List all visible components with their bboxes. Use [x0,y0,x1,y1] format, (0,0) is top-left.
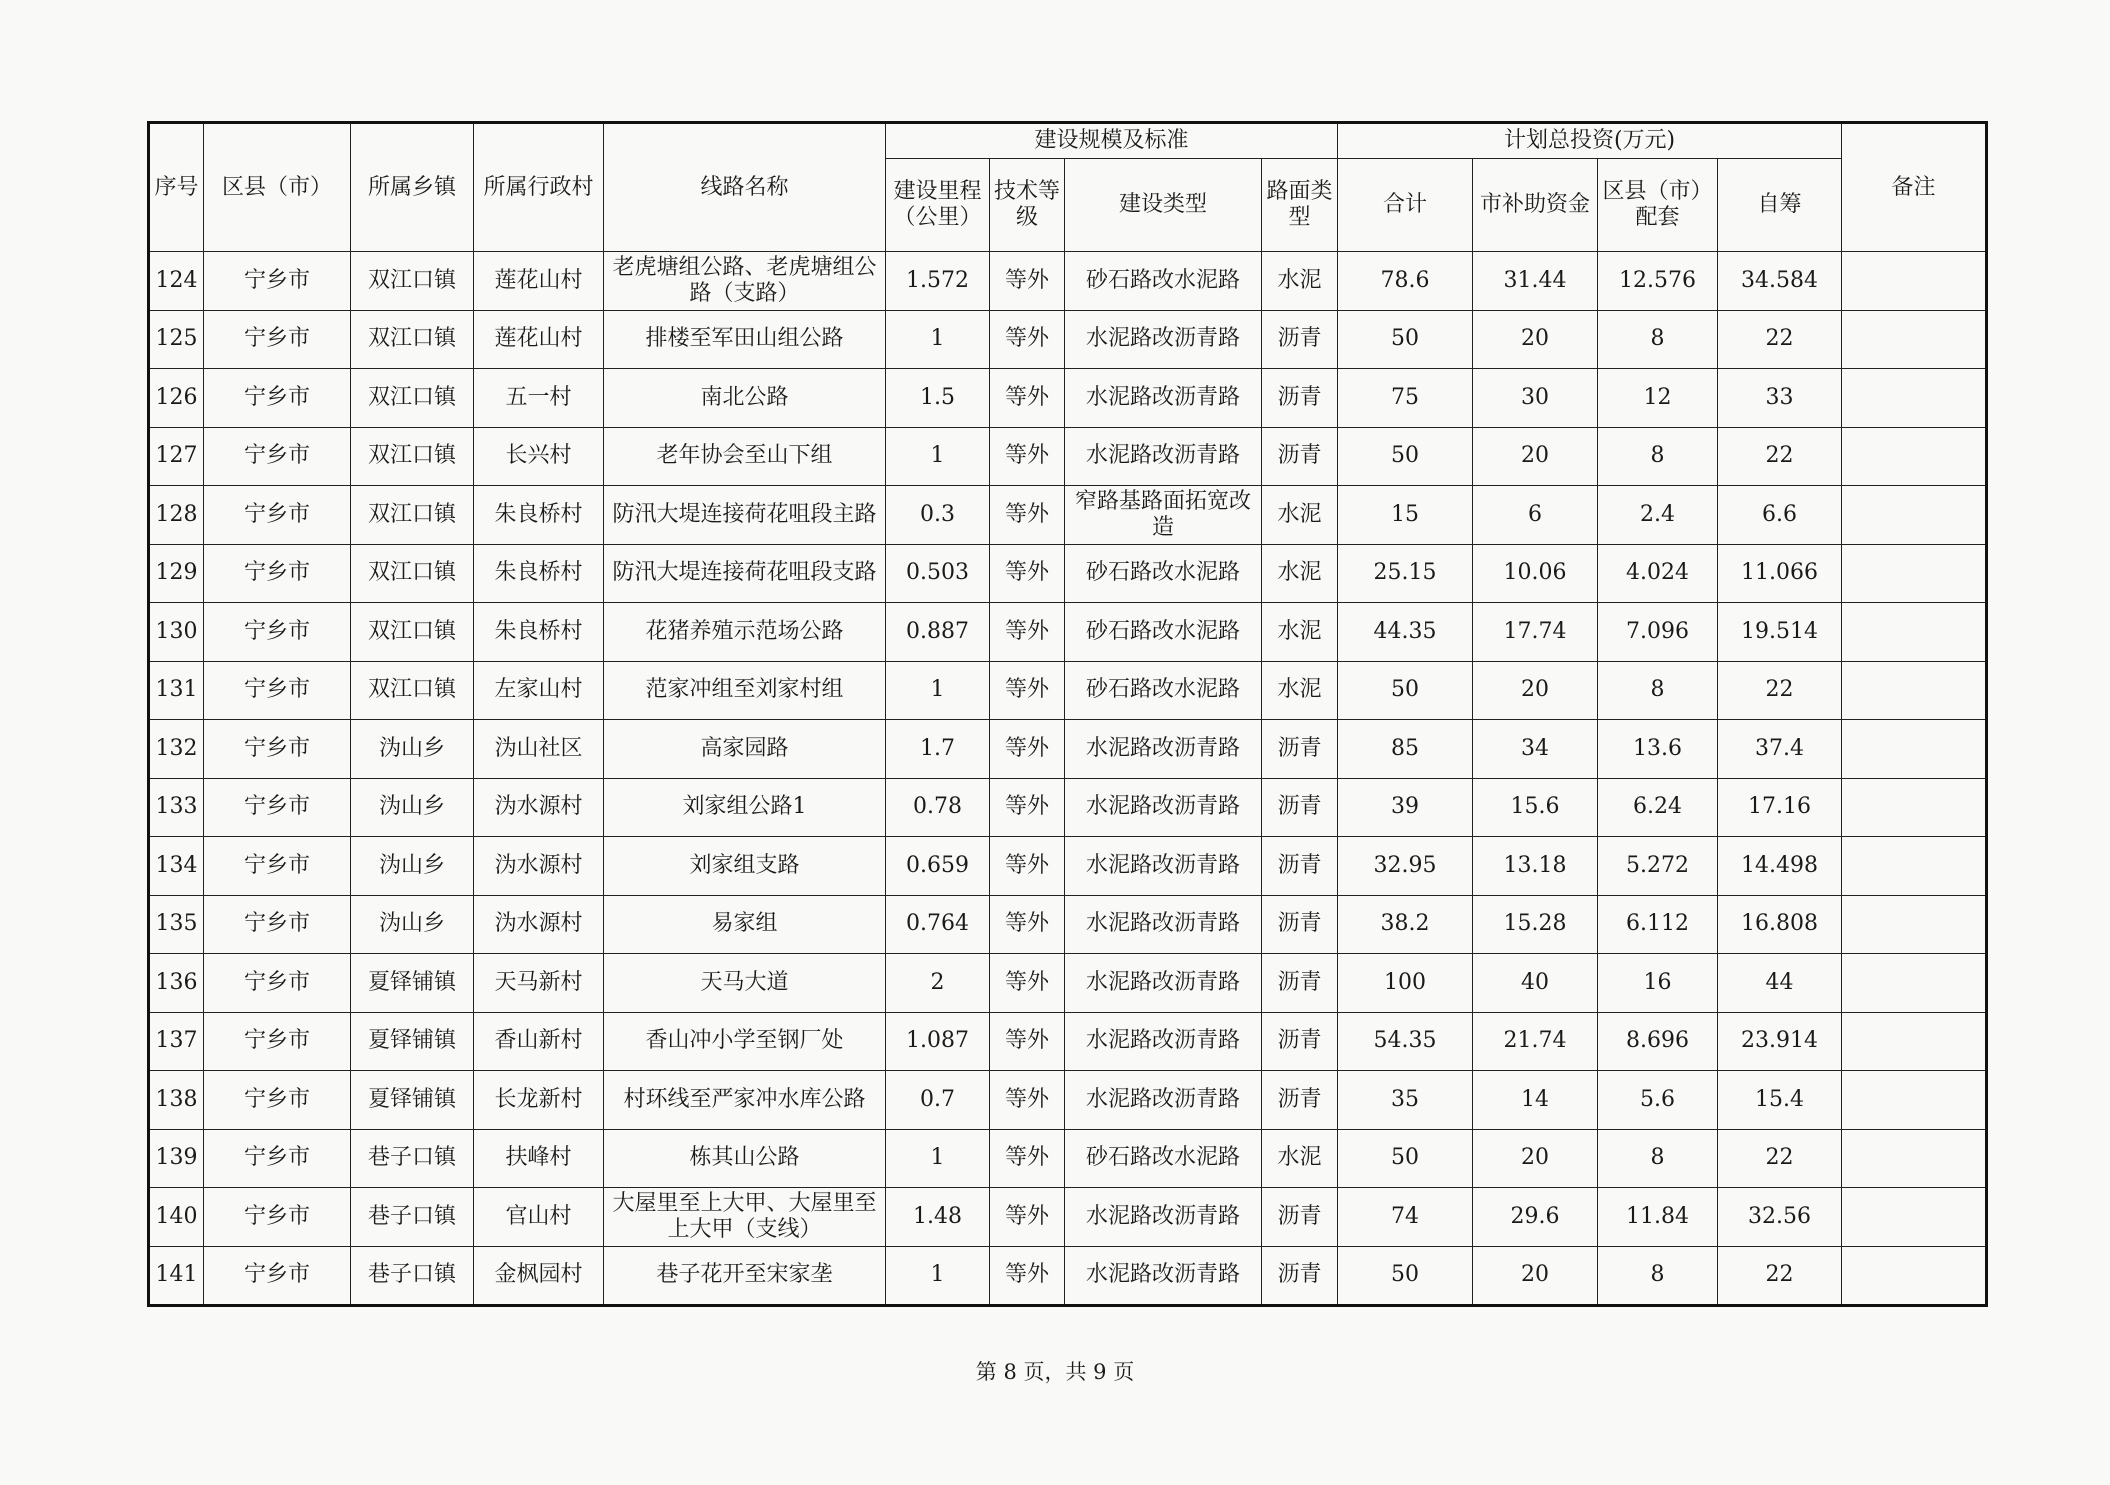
cell-county: 宁乡市 [204,369,351,428]
cell-surface: 沥青 [1262,1188,1338,1247]
cell-county-match: 6.112 [1598,895,1718,954]
cell-remark [1842,1012,1987,1071]
cell-county-match: 8.696 [1598,1012,1718,1071]
cell-mileage: 1.48 [886,1188,990,1247]
header-city-subsidy: 市补助资金 [1473,159,1598,252]
cell-county-match: 7.096 [1598,603,1718,662]
cell-remark [1842,661,1987,720]
cell-city-subsidy: 29.6 [1473,1188,1598,1247]
cell-self-raised: 33 [1718,369,1842,428]
table-row [149,1246,1987,1306]
cell-mileage: 0.659 [886,837,990,896]
cell-county-match: 8 [1598,661,1718,720]
cell-seq: 132 [149,720,204,779]
cell-seq: 126 [149,369,204,428]
cell-town: 双江口镇 [351,369,474,428]
cell-grade: 等外 [990,1071,1065,1130]
header-county: 区县（市） [204,123,351,252]
cell-county-match: 2.4 [1598,486,1718,545]
cell-county: 宁乡市 [204,1071,351,1130]
cell-county-match: 16 [1598,954,1718,1013]
header-seq: 序号 [149,123,204,252]
cell-seq: 124 [149,252,204,311]
cell-surface: 水泥 [1262,603,1338,662]
table-row [149,954,1987,1013]
table-row [149,252,1987,311]
cell-self-raised: 22 [1718,1246,1842,1306]
cell-self-raised: 22 [1718,310,1842,369]
cell-surface: 沥青 [1262,369,1338,428]
cell-remark [1842,837,1987,896]
cell-self-raised: 32.56 [1718,1188,1842,1247]
cell-total: 15 [1338,486,1473,545]
cell-county-match: 4.024 [1598,544,1718,603]
cell-surface: 水泥 [1262,252,1338,311]
cell-route: 刘家组公路1 [604,778,886,837]
cell-village: 沩水源村 [474,837,604,896]
cell-grade: 等外 [990,778,1065,837]
header-total: 合计 [1338,159,1473,252]
cell-route: 排楼至军田山组公路 [604,310,886,369]
cell-route: 高家园路 [604,720,886,779]
cell-self-raised: 16.808 [1718,895,1842,954]
cell-route: 村环线至严家冲水库公路 [604,1071,886,1130]
cell-build-type: 水泥路改沥青路 [1065,954,1262,1013]
cell-city-subsidy: 20 [1473,427,1598,486]
cell-surface: 沥青 [1262,837,1338,896]
cell-town: 沩山乡 [351,778,474,837]
cell-city-subsidy: 21.74 [1473,1012,1598,1071]
cell-grade: 等外 [990,661,1065,720]
cell-village: 沩山社区 [474,720,604,779]
cell-self-raised: 23.914 [1718,1012,1842,1071]
cell-route: 大屋里至上大甲、大屋里至上大甲（支线） [604,1188,886,1247]
table-body [149,252,1987,1306]
cell-grade: 等外 [990,1246,1065,1306]
cell-city-subsidy: 20 [1473,1246,1598,1306]
cell-city-subsidy: 13.18 [1473,837,1598,896]
cell-total: 38.2 [1338,895,1473,954]
cell-county: 宁乡市 [204,544,351,603]
header-surface: 路面类型 [1262,159,1338,252]
cell-city-subsidy: 6 [1473,486,1598,545]
header-scale-group: 建设规模及标准 [886,123,1338,159]
cell-village: 朱良桥村 [474,603,604,662]
cell-city-subsidy: 20 [1473,1129,1598,1188]
page-footer: 第 8 页，共 9 页 [975,1360,1135,1384]
table-row [149,603,1987,662]
cell-surface: 沥青 [1262,954,1338,1013]
cell-surface: 沥青 [1262,778,1338,837]
cell-total: 75 [1338,369,1473,428]
cell-mileage: 0.764 [886,895,990,954]
cell-county: 宁乡市 [204,778,351,837]
cell-mileage: 1 [886,310,990,369]
cell-town: 巷子口镇 [351,1246,474,1306]
cell-mileage: 0.7 [886,1071,990,1130]
cell-route: 南北公路 [604,369,886,428]
table-row [149,310,1987,369]
cell-surface: 水泥 [1262,486,1338,545]
cell-county: 宁乡市 [204,310,351,369]
cell-county: 宁乡市 [204,603,351,662]
cell-total: 78.6 [1338,252,1473,311]
cell-county-match: 12 [1598,369,1718,428]
header-town: 所属乡镇 [351,123,474,252]
cell-grade: 等外 [990,486,1065,545]
cell-seq: 139 [149,1129,204,1188]
cell-county-match: 8 [1598,1246,1718,1306]
table-row [149,486,1987,545]
cell-grade: 等外 [990,1129,1065,1188]
cell-city-subsidy: 31.44 [1473,252,1598,311]
cell-surface: 沥青 [1262,427,1338,486]
cell-grade: 等外 [990,895,1065,954]
cell-village: 朱良桥村 [474,486,604,545]
cell-route: 花猪养殖示范场公路 [604,603,886,662]
cell-surface: 水泥 [1262,1129,1338,1188]
cell-county: 宁乡市 [204,1246,351,1306]
cell-remark [1842,486,1987,545]
cell-route: 老虎塘组公路、老虎塘组公路（支路） [604,252,886,311]
cell-grade: 等外 [990,954,1065,1013]
cell-grade: 等外 [990,427,1065,486]
cell-mileage: 1 [886,1129,990,1188]
cell-town: 沩山乡 [351,895,474,954]
cell-self-raised: 6.6 [1718,486,1842,545]
cell-self-raised: 22 [1718,427,1842,486]
cell-build-type: 砂石路改水泥路 [1065,544,1262,603]
cell-route: 天马大道 [604,954,886,1013]
cell-village: 莲花山村 [474,310,604,369]
cell-village: 莲花山村 [474,252,604,311]
cell-county: 宁乡市 [204,252,351,311]
cell-village: 长龙新村 [474,1071,604,1130]
cell-seq: 128 [149,486,204,545]
cell-remark [1842,1129,1987,1188]
cell-city-subsidy: 17.74 [1473,603,1598,662]
cell-county-match: 8 [1598,427,1718,486]
cell-build-type: 窄路基路面拓宽改造 [1065,486,1262,545]
cell-mileage: 2 [886,954,990,1013]
cell-total: 50 [1338,661,1473,720]
cell-route: 栋其山公路 [604,1129,886,1188]
cell-total: 50 [1338,1129,1473,1188]
cell-build-type: 水泥路改沥青路 [1065,837,1262,896]
cell-self-raised: 14.498 [1718,837,1842,896]
cell-city-subsidy: 20 [1473,310,1598,369]
cell-county: 宁乡市 [204,954,351,1013]
cell-seq: 129 [149,544,204,603]
cell-route: 易家组 [604,895,886,954]
cell-remark [1842,252,1987,311]
cell-village: 沩水源村 [474,778,604,837]
cell-village: 天马新村 [474,954,604,1013]
cell-town: 双江口镇 [351,486,474,545]
cell-self-raised: 11.066 [1718,544,1842,603]
cell-self-raised: 22 [1718,661,1842,720]
cell-city-subsidy: 15.28 [1473,895,1598,954]
cell-build-type: 水泥路改沥青路 [1065,369,1262,428]
cell-village: 香山新村 [474,1012,604,1071]
cell-town: 巷子口镇 [351,1188,474,1247]
cell-city-subsidy: 15.6 [1473,778,1598,837]
cell-total: 39 [1338,778,1473,837]
cell-town: 双江口镇 [351,252,474,311]
cell-route: 老年协会至山下组 [604,427,886,486]
cell-mileage: 1.7 [886,720,990,779]
cell-county-match: 8 [1598,310,1718,369]
cell-remark [1842,1188,1987,1247]
cell-total: 50 [1338,310,1473,369]
cell-town: 夏铎铺镇 [351,1012,474,1071]
cell-seq: 138 [149,1071,204,1130]
cell-grade: 等外 [990,369,1065,428]
header-build-type: 建设类型 [1065,159,1262,252]
cell-build-type: 砂石路改水泥路 [1065,1129,1262,1188]
table-row [149,895,1987,954]
cell-build-type: 水泥路改沥青路 [1065,1246,1262,1306]
cell-route: 香山冲小学至钢厂处 [604,1012,886,1071]
cell-seq: 131 [149,661,204,720]
cell-grade: 等外 [990,544,1065,603]
cell-route: 巷子花开至宋家垄 [604,1246,886,1306]
cell-county-match: 8 [1598,1129,1718,1188]
cell-remark [1842,954,1987,1013]
cell-grade: 等外 [990,837,1065,896]
cell-grade: 等外 [990,1188,1065,1247]
cell-seq: 133 [149,778,204,837]
cell-grade: 等外 [990,1012,1065,1071]
cell-city-subsidy: 20 [1473,661,1598,720]
cell-county: 宁乡市 [204,427,351,486]
cell-surface: 沥青 [1262,720,1338,779]
cell-village: 官山村 [474,1188,604,1247]
cell-mileage: 0.503 [886,544,990,603]
cell-town: 双江口镇 [351,544,474,603]
cell-county: 宁乡市 [204,1188,351,1247]
cell-village: 金枫园村 [474,1246,604,1306]
table-row [149,778,1987,837]
cell-mileage: 0.78 [886,778,990,837]
cell-remark [1842,1071,1987,1130]
cell-town: 双江口镇 [351,603,474,662]
table-row [149,720,1987,779]
cell-village: 五一村 [474,369,604,428]
cell-build-type: 水泥路改沥青路 [1065,778,1262,837]
cell-city-subsidy: 30 [1473,369,1598,428]
cell-mileage: 0.3 [886,486,990,545]
cell-seq: 137 [149,1012,204,1071]
header-remarks: 备注 [1842,123,1987,252]
cell-seq: 127 [149,427,204,486]
cell-county: 宁乡市 [204,1129,351,1188]
cell-grade: 等外 [990,603,1065,662]
header-mileage: 建设里程（公里） [886,159,990,252]
cell-seq: 134 [149,837,204,896]
cell-self-raised: 34.584 [1718,252,1842,311]
header-route: 线路名称 [604,123,886,252]
cell-county-match: 6.24 [1598,778,1718,837]
table-row [149,1071,1987,1130]
cell-town: 沩山乡 [351,837,474,896]
cell-build-type: 水泥路改沥青路 [1065,895,1262,954]
cell-build-type: 砂石路改水泥路 [1065,661,1262,720]
cell-total: 44.35 [1338,603,1473,662]
cell-route: 范家冲组至刘家村组 [604,661,886,720]
cell-county: 宁乡市 [204,720,351,779]
cell-surface: 沥青 [1262,895,1338,954]
cell-mileage: 0.887 [886,603,990,662]
cell-remark [1842,544,1987,603]
cell-town: 夏铎铺镇 [351,1071,474,1130]
cell-remark [1842,778,1987,837]
table-row [149,1012,1987,1071]
cell-surface: 水泥 [1262,544,1338,603]
cell-self-raised: 19.514 [1718,603,1842,662]
cell-mileage: 1 [886,427,990,486]
cell-build-type: 水泥路改沥青路 [1065,1188,1262,1247]
header-grade: 技术等级 [990,159,1065,252]
cell-total: 35 [1338,1071,1473,1130]
cell-city-subsidy: 34 [1473,720,1598,779]
cell-build-type: 砂石路改水泥路 [1065,603,1262,662]
table-row [149,369,1987,428]
cell-mileage: 1 [886,661,990,720]
cell-county-match: 13.6 [1598,720,1718,779]
cell-city-subsidy: 40 [1473,954,1598,1013]
header-county-match: 区县（市）配套 [1598,159,1718,252]
cell-total: 54.35 [1338,1012,1473,1071]
cell-surface: 沥青 [1262,310,1338,369]
cell-county: 宁乡市 [204,661,351,720]
cell-build-type: 水泥路改沥青路 [1065,720,1262,779]
cell-seq: 125 [149,310,204,369]
cell-county: 宁乡市 [204,837,351,896]
cell-village: 沩水源村 [474,895,604,954]
cell-remark [1842,1246,1987,1306]
cell-town: 双江口镇 [351,310,474,369]
cell-seq: 140 [149,1188,204,1247]
cell-route: 防汛大堤连接荷花咀段主路 [604,486,886,545]
cell-city-subsidy: 14 [1473,1071,1598,1130]
cell-remark [1842,895,1987,954]
cell-seq: 141 [149,1246,204,1306]
table-row [149,427,1987,486]
table-header [149,123,1987,252]
cell-mileage: 1 [886,1246,990,1306]
cell-build-type: 水泥路改沥青路 [1065,1012,1262,1071]
cell-county: 宁乡市 [204,486,351,545]
cell-county: 宁乡市 [204,895,351,954]
table-row [149,544,1987,603]
cell-total: 100 [1338,954,1473,1013]
cell-village: 朱良桥村 [474,544,604,603]
cell-total: 85 [1338,720,1473,779]
cell-build-type: 水泥路改沥青路 [1065,1071,1262,1130]
cell-self-raised: 17.16 [1718,778,1842,837]
cell-village: 左家山村 [474,661,604,720]
cell-seq: 135 [149,895,204,954]
table-row [149,1129,1987,1188]
cell-remark [1842,310,1987,369]
cell-self-raised: 44 [1718,954,1842,1013]
cell-county: 宁乡市 [204,1012,351,1071]
cell-total: 50 [1338,1246,1473,1306]
road-project-table [147,121,1988,1307]
cell-city-subsidy: 10.06 [1473,544,1598,603]
cell-seq: 130 [149,603,204,662]
cell-surface: 沥青 [1262,1071,1338,1130]
cell-route: 刘家组支路 [604,837,886,896]
cell-seq: 136 [149,954,204,1013]
cell-village: 扶峰村 [474,1129,604,1188]
table-row [149,837,1987,896]
cell-surface: 沥青 [1262,1012,1338,1071]
cell-town: 双江口镇 [351,427,474,486]
header-self-raised: 自筹 [1718,159,1842,252]
cell-total: 25.15 [1338,544,1473,603]
cell-build-type: 水泥路改沥青路 [1065,427,1262,486]
cell-town: 沩山乡 [351,720,474,779]
cell-remark [1842,720,1987,779]
cell-total: 50 [1338,427,1473,486]
cell-mileage: 1.572 [886,252,990,311]
cell-self-raised: 37.4 [1718,720,1842,779]
cell-town: 双江口镇 [351,661,474,720]
table-row [149,1188,1987,1247]
cell-remark [1842,369,1987,428]
cell-build-type: 水泥路改沥青路 [1065,310,1262,369]
cell-county-match: 11.84 [1598,1188,1718,1247]
header-invest-group: 计划总投资(万元) [1338,123,1842,159]
cell-mileage: 1.087 [886,1012,990,1071]
cell-total: 32.95 [1338,837,1473,896]
cell-town: 夏铎铺镇 [351,954,474,1013]
cell-remark [1842,603,1987,662]
cell-town: 巷子口镇 [351,1129,474,1188]
cell-remark [1842,427,1987,486]
cell-grade: 等外 [990,310,1065,369]
table-row [149,661,1987,720]
cell-self-raised: 15.4 [1718,1071,1842,1130]
cell-county-match: 12.576 [1598,252,1718,311]
cell-route: 防汛大堤连接荷花咀段支路 [604,544,886,603]
cell-surface: 沥青 [1262,1246,1338,1306]
cell-grade: 等外 [990,252,1065,311]
cell-total: 74 [1338,1188,1473,1247]
cell-self-raised: 22 [1718,1129,1842,1188]
cell-village: 长兴村 [474,427,604,486]
cell-county-match: 5.272 [1598,837,1718,896]
cell-county-match: 5.6 [1598,1071,1718,1130]
cell-surface: 水泥 [1262,661,1338,720]
cell-grade: 等外 [990,720,1065,779]
cell-mileage: 1.5 [886,369,990,428]
cell-build-type: 砂石路改水泥路 [1065,252,1262,311]
header-village: 所属行政村 [474,123,604,252]
